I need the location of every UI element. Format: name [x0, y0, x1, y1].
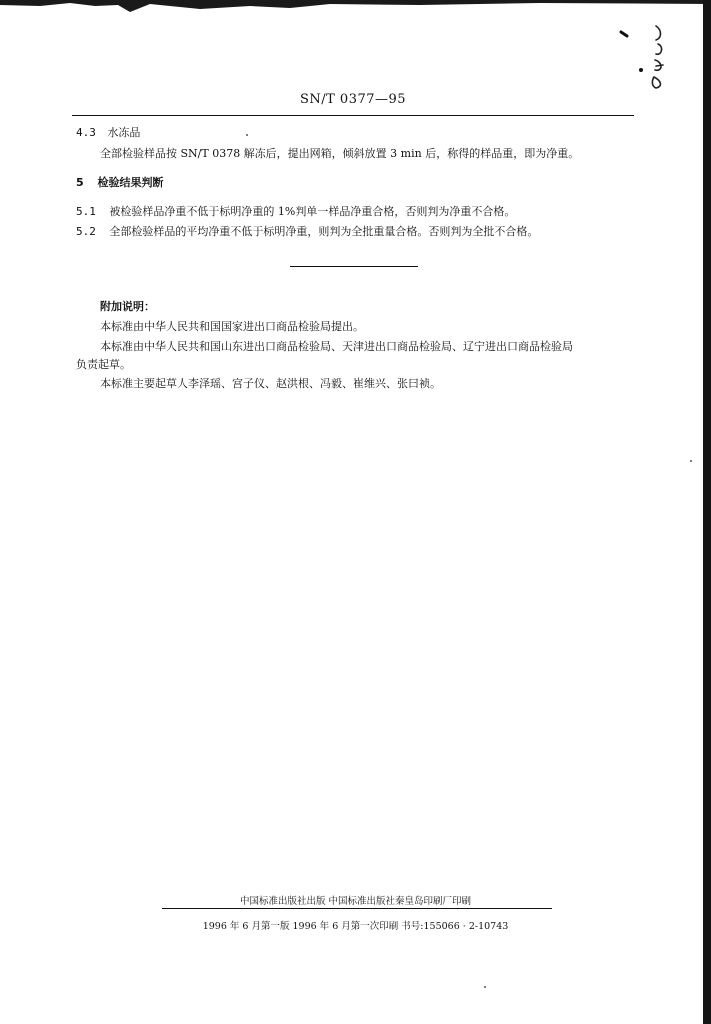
end-of-text-rule: [290, 266, 418, 267]
scan-speck: [690, 460, 692, 462]
appendix-title: 附加说明：: [100, 300, 155, 313]
section-title: 水冻品: [107, 126, 141, 139]
scan-speck: [246, 134, 248, 136]
footer-publisher: 中国标准出版社出版 中国标准出版社秦皇岛印刷厂印刷: [239, 896, 472, 907]
header-rule: [72, 115, 634, 116]
scan-speck: [484, 986, 486, 988]
section-4-3-heading: [76, 126, 140, 140]
appendix-paragraph-3: 本标准主要起草人李泽瑶、宫子仪、赵洪根、冯毅、崔维兴、张曰祯。: [100, 377, 441, 390]
scan-edge-artifact: [0, 0, 711, 14]
appendix-paragraph-2-line-1: 本标准由中华人民共和国山东进出口商品检验局、天津进出口商品检验局、辽宁进出口商品检验局: [100, 340, 573, 353]
section-number: 5.1: [76, 205, 96, 218]
section-title: 检验结果判断: [97, 176, 164, 189]
appendix-paragraph-1: 本标准由中华人民共和国国家进出口商品检验局提出。: [100, 320, 364, 333]
section-5-heading: [76, 176, 164, 190]
footer-rule: [162, 908, 552, 909]
section-body: 全部检验样品的平均净重不低于标明净重，则判为全批重量合格。否则判为全批不合格。: [109, 225, 539, 238]
page-header-standard-no: SN/T 0377—95: [299, 92, 407, 107]
section-number: 4.3: [76, 126, 96, 139]
section-body: 被检验样品净重不低于标明净重的 1%判单一样品净重合格，否则判为净重不合格。: [109, 205, 516, 218]
scan-edge-right: [703, 0, 711, 1024]
section-5-1: [76, 205, 515, 219]
section-number: 5.2: [76, 225, 96, 238]
section-4-3-body: 全部检验样品按 SN/T 0378 解冻后，提出网箱，倾斜放置 3 min 后，称得的样品重，即为净重。: [100, 147, 580, 160]
section-5-2: [76, 225, 538, 239]
section-number: 5: [76, 176, 84, 189]
footer-print-info: 1996 年 6 月第一版 1996 年 6 月第一次印刷 书号:155066 · 2-10743: [202, 921, 509, 932]
appendix-paragraph-2-line-2: 负责起草。: [76, 358, 131, 371]
